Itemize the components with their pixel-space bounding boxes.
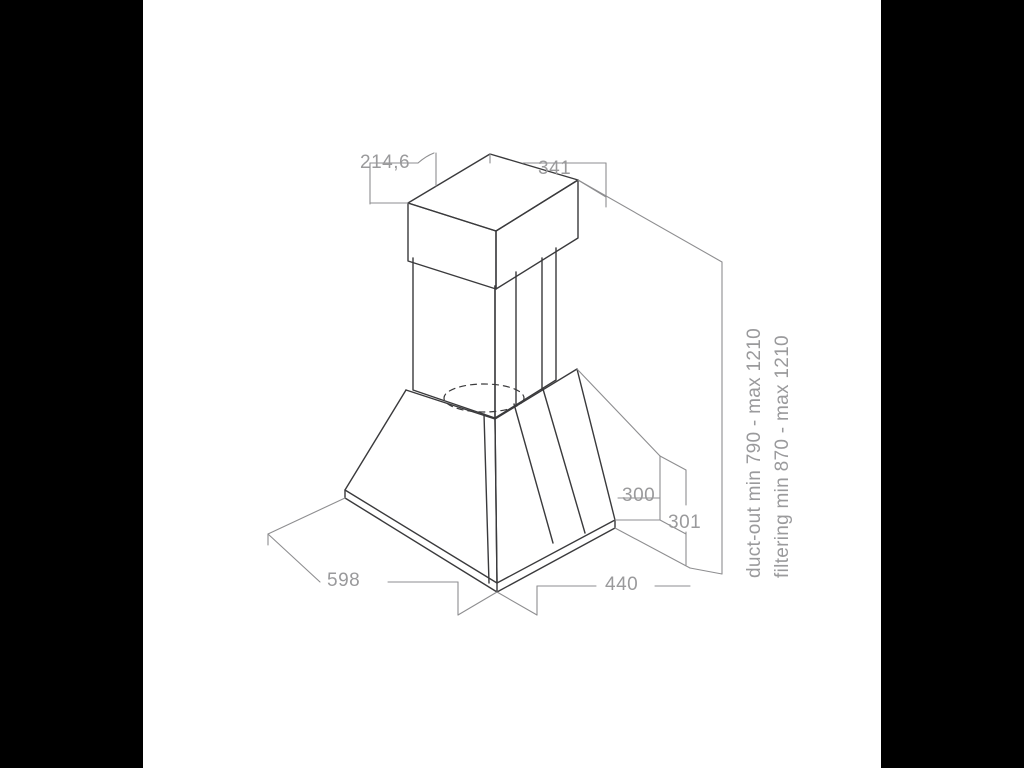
dim-300-leader <box>577 369 660 456</box>
canopy-front-left-slope <box>345 390 497 583</box>
dim-440-ext-right <box>615 528 690 568</box>
canopy-crease-b <box>514 404 553 543</box>
dim-label-filtering-height: filtering min 870 - max 1210 <box>772 335 793 578</box>
dim-label-top-depth: 214,6 <box>360 152 411 173</box>
dim-label-duct-out-height: duct-out min 790 - max 1210 <box>744 328 765 578</box>
dim-598-line <box>268 534 320 582</box>
dim-label-body-height: 301 <box>668 512 702 533</box>
dim-598-ext-right <box>458 592 497 615</box>
duct-collar-ellipse <box>444 384 524 412</box>
canopy-base-right <box>497 520 615 592</box>
canopy-right-slope <box>495 369 615 583</box>
dim-label-base-width: 598 <box>327 570 361 591</box>
dim-301-ext-top <box>660 456 686 470</box>
dim-label-base-depth: 440 <box>605 574 639 595</box>
dim-440-ext-left <box>497 592 537 615</box>
chimney-lower-left <box>413 258 495 418</box>
dim-height-bottom <box>690 568 722 574</box>
dim-top-depth-arc <box>418 153 434 163</box>
canopy-base-left <box>345 490 497 592</box>
chimney-right-face <box>496 180 578 289</box>
dim-height-top <box>578 180 722 262</box>
dim-598-ext-left <box>268 498 345 534</box>
canopy-crease-c <box>543 389 585 533</box>
dim-label-body-depth: 300 <box>622 485 656 506</box>
canopy-crease-a <box>484 414 489 583</box>
dim-label-top-width: 341 <box>538 158 572 179</box>
chimney-lower-right <box>495 248 556 418</box>
chimney-left-face <box>408 203 496 289</box>
